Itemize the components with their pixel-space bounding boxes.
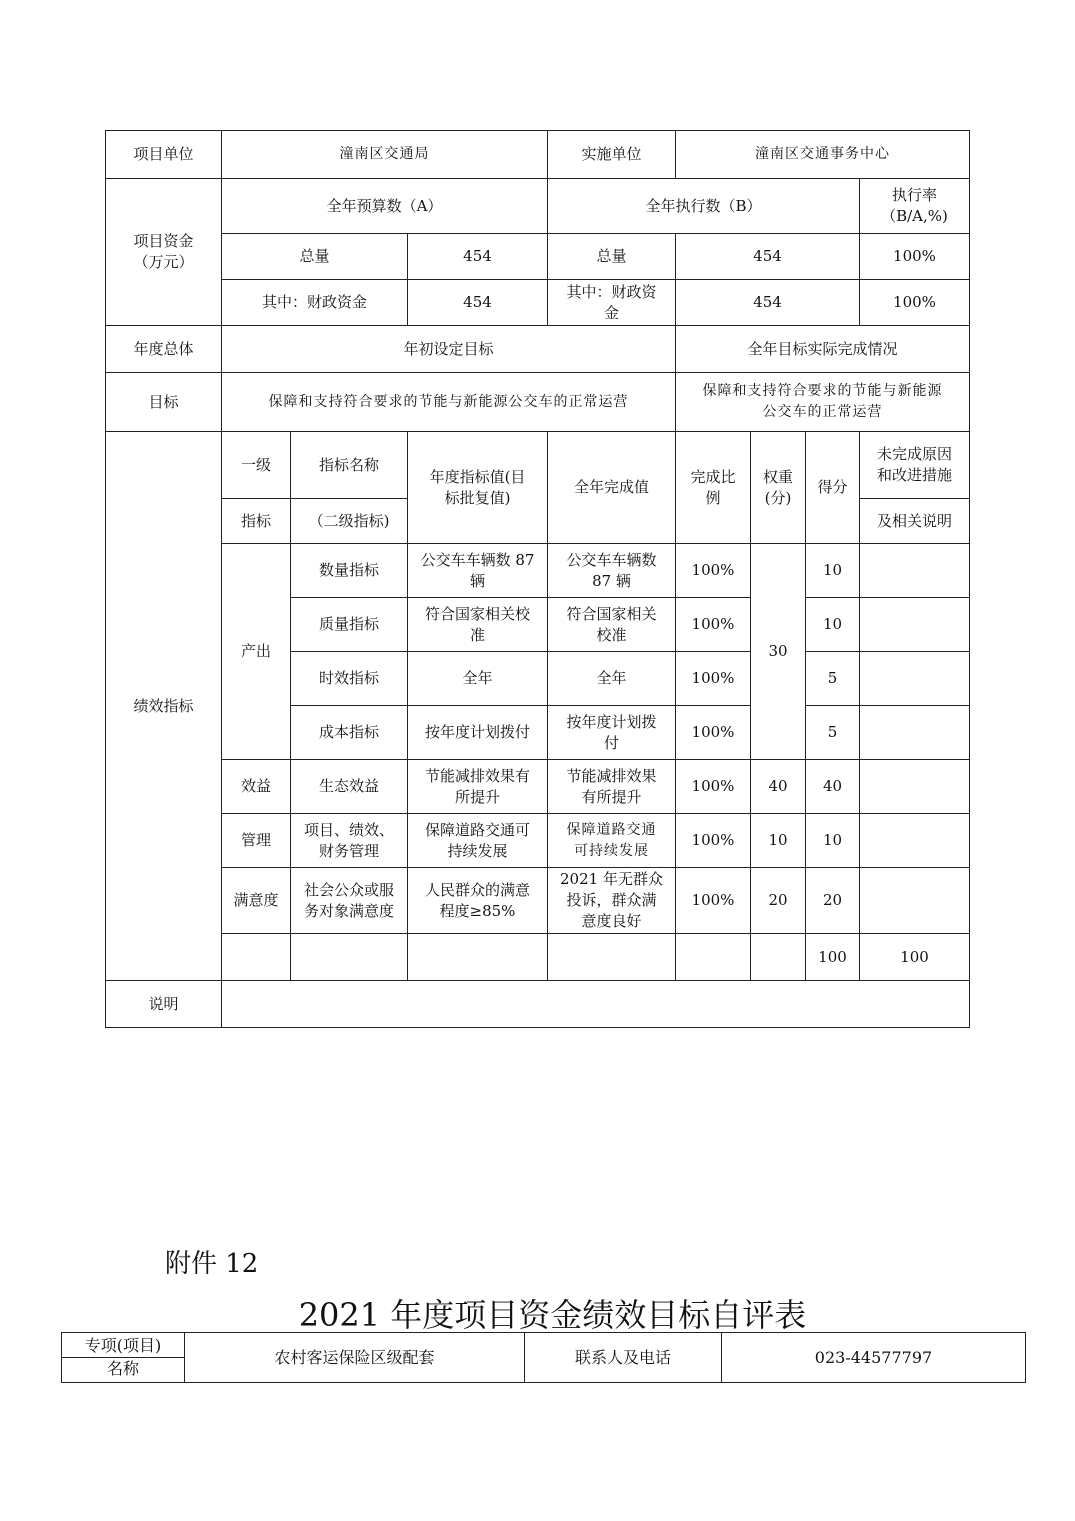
row-done: 符合国家相关 校准 — [548, 598, 676, 652]
header-annual-target: 年度指标值(目 标批复值) — [408, 432, 548, 544]
empty-cell — [676, 934, 751, 981]
row-ratio: 100% — [676, 598, 751, 652]
fiscal-b: 454 — [676, 280, 860, 326]
row-name: 社会公众或服 务对象满意度 — [291, 868, 408, 934]
row-reason — [860, 814, 970, 868]
empty-cell — [548, 934, 676, 981]
row-ratio: 100% — [676, 706, 751, 760]
row-target: 全年 — [408, 652, 548, 706]
row-target: 保障道路交通可 持续发展 — [408, 814, 548, 868]
row-reason — [860, 544, 970, 598]
row-name: 时效指标 — [291, 652, 408, 706]
header-ratio: 完成比 例 — [676, 432, 751, 544]
row-done: 2021 年无群众 投诉，群众满 意度良好 — [548, 868, 676, 934]
goal-label-bottom: 目标 — [106, 373, 222, 432]
header-level1b: 指标 — [222, 499, 291, 544]
output-weight: 30 — [751, 544, 806, 760]
row-done: 节能减排效果 有所提升 — [548, 760, 676, 814]
goal-label-top: 年度总体 — [106, 326, 222, 373]
header-reason2: 及相关说明 — [860, 499, 970, 544]
exec-header: 全年执行数（B） — [548, 179, 860, 234]
attachment-label: 附件 12 — [165, 1249, 259, 1279]
table-row — [106, 544, 970, 598]
fiscal-label-b: 其中：财政资 金 — [548, 280, 676, 326]
row-ratio: 100% — [676, 544, 751, 598]
header-reason: 未完成原因 和改进措施 — [860, 432, 970, 499]
manage-label: 管理 — [222, 814, 291, 868]
note-label: 说明 — [106, 981, 222, 1028]
row-done: 保障道路交通 可持续发展 — [548, 814, 676, 868]
total-a: 454 — [408, 234, 548, 280]
output-label: 产出 — [222, 544, 291, 760]
row-done: 按年度计划拨 付 — [548, 706, 676, 760]
row-score: 5 — [806, 706, 860, 760]
header-level2: （二级指标) — [291, 499, 408, 544]
row-ratio: 100% — [676, 868, 751, 934]
row-reason — [860, 652, 970, 706]
row-name: 数量指标 — [291, 544, 408, 598]
row-weight: 20 — [751, 868, 806, 934]
header-annual-done: 全年完成值 — [548, 432, 676, 544]
total-row — [106, 934, 970, 981]
table-row — [106, 814, 970, 868]
table-row — [106, 760, 970, 814]
empty-cell — [751, 934, 806, 981]
total-b: 454 — [676, 234, 860, 280]
row-ratio: 100% — [676, 760, 751, 814]
row-score: 5 — [806, 652, 860, 706]
initial-goal-text: 保障和支持符合要求的节能与新能源公交车的正常运营 — [222, 373, 676, 432]
row-reason — [860, 706, 970, 760]
budget-header: 全年预算数（A） — [222, 179, 548, 234]
table-row — [106, 868, 970, 934]
row-reason — [860, 598, 970, 652]
row-target: 按年度计划拨付 — [408, 706, 548, 760]
perf-label: 绩效指标 — [106, 432, 222, 981]
row-name: 质量指标 — [291, 598, 408, 652]
row-reason — [860, 760, 970, 814]
total-rate: 100% — [860, 234, 970, 280]
row-target: 节能减排效果有 所提升 — [408, 760, 548, 814]
contact-value: 023-44577797 — [722, 1333, 1026, 1383]
initial-goal-header: 年初设定目标 — [222, 326, 676, 373]
total-label-a: 总量 — [222, 234, 408, 280]
rate-header: 执行率 （B/A,%) — [860, 179, 970, 234]
project-name-value: 农村客运保险区级配套 — [185, 1333, 525, 1383]
row-name: 生态效益 — [291, 760, 408, 814]
row-ratio: 100% — [676, 652, 751, 706]
fiscal-rate: 100% — [860, 280, 970, 326]
row-done: 公交车车辆数 87 辆 — [548, 544, 676, 598]
row-score: 10 — [806, 544, 860, 598]
row-ratio: 100% — [676, 814, 751, 868]
total-score: 100 — [860, 934, 970, 981]
note-value — [222, 981, 970, 1028]
impl-unit-label: 实施单位 — [548, 131, 676, 179]
empty-cell — [408, 934, 548, 981]
row-score: 10 — [806, 814, 860, 868]
benefit-label: 效益 — [222, 760, 291, 814]
project-header-table — [61, 1332, 1026, 1383]
row-score: 20 — [806, 868, 860, 934]
header-score: 得分 — [806, 432, 860, 544]
satisfy-label: 满意度 — [222, 868, 291, 934]
fiscal-label-a: 其中：财政资金 — [222, 280, 408, 326]
row-weight: 40 — [751, 760, 806, 814]
row-name: 成本指标 — [291, 706, 408, 760]
row-name: 项目、绩效、 财务管理 — [291, 814, 408, 868]
unit-label: 项目单位 — [106, 131, 222, 179]
empty-cell — [222, 934, 291, 981]
row-score: 10 — [806, 598, 860, 652]
total-weight: 100 — [806, 934, 860, 981]
header-weight: 权重 (分) — [751, 432, 806, 544]
empty-cell — [291, 934, 408, 981]
contact-label: 联系人及电话 — [525, 1333, 722, 1383]
impl-unit-value: 潼南区交通事务中心 — [676, 131, 970, 179]
actual-goal-header: 全年目标实际完成情况 — [676, 326, 970, 373]
row-score: 40 — [806, 760, 860, 814]
row-target: 公交车车辆数 87 辆 — [408, 544, 548, 598]
row-target: 符合国家相关校 准 — [408, 598, 548, 652]
row-weight: 10 — [751, 814, 806, 868]
total-label-b: 总量 — [548, 234, 676, 280]
actual-goal-text: 保障和支持符合要求的节能与新能源 公交车的正常运营 — [676, 373, 970, 432]
row-reason — [860, 868, 970, 934]
fiscal-a: 454 — [408, 280, 548, 326]
project-name-label-top: 专项(项目) — [62, 1335, 184, 1358]
unit-value: 潼南区交通局 — [222, 131, 548, 179]
header-level1: 一级 — [222, 432, 291, 499]
row-target: 人民群众的满意 程度≥85% — [408, 868, 548, 934]
header-indicator-name: 指标名称 — [291, 432, 408, 499]
performance-table — [105, 130, 970, 1028]
funds-label: 项目资金 （万元） — [106, 179, 222, 326]
project-name-label-bottom: 名称 — [106, 1359, 139, 1378]
form-title: 2021 年度项目资金绩效目标自评表 — [298, 1296, 807, 1334]
row-done: 全年 — [548, 652, 676, 706]
project-name-label — [62, 1333, 185, 1383]
